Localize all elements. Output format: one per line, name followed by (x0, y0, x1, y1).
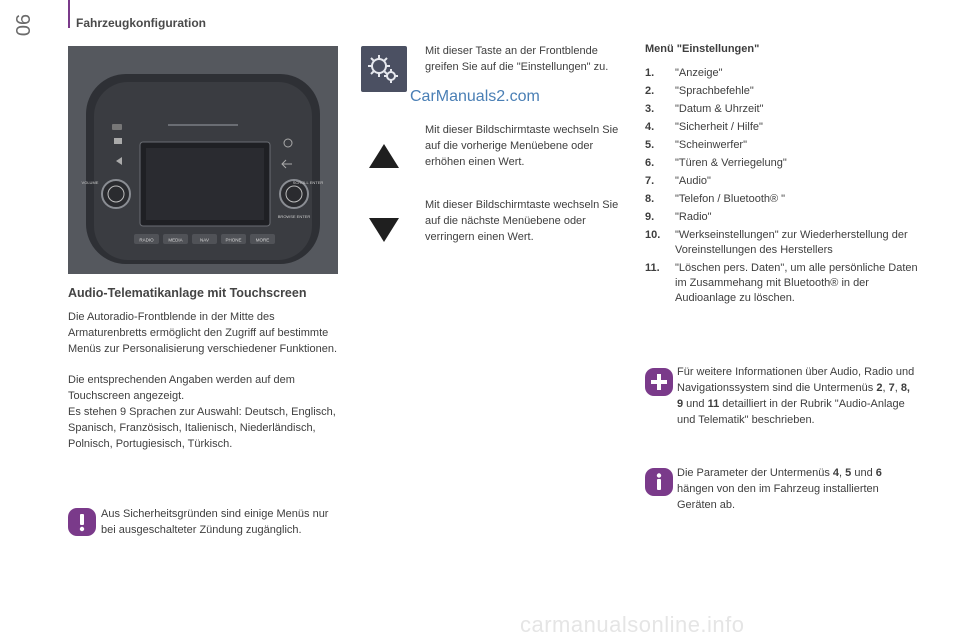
intro-title: Audio-Telematikanlage mit Touchscreen (68, 286, 307, 300)
intro-paragraph-1: Die Autoradio-Frontblende in der Mitte des Armaturenbretts ermöglicht den Zugriff auf bestimmte Menüs zur Personalisierung verschiedener Funktionen. (68, 311, 338, 355)
page-number: 90 (11, 13, 33, 37)
menu-title: Menü "Einstellungen" (645, 43, 760, 55)
menu-item-label: "Anzeige" (675, 67, 723, 79)
settings-gear-icon (361, 46, 407, 92)
more-info-note: Für weitere Informationen über Audio, Radio und Navigationssystem sind die Untermenüs 2, 7, 8, 9 und 11 detailliert in der Rubrik "Audio-Anlage und Telematik" beschrieben. (677, 366, 915, 426)
footer-watermark: carmanualsonline.info (520, 612, 745, 637)
menu-item-label: "Datum & Uhrzeit" (675, 103, 764, 115)
menu-item-label: "Sprachbefehle" (675, 85, 754, 97)
menu-item-number: 2. (645, 85, 655, 97)
panel-button-label: PHONE (225, 237, 242, 243)
menu-item-label: "Werkseinstellungen" zur Wiederherstellung der Voreinstellungen des Herstellers (675, 229, 908, 256)
menu-item-number: 1. (645, 67, 655, 79)
menu-item-number: 9. (645, 211, 655, 223)
menu-item (645, 210, 925, 225)
down-key-text: Mit dieser Bildschirmtaste wechseln Sie auf die nächste Menüebene oder verringern einen Wert. (425, 199, 619, 243)
menu-item-label: "Sicherheit / Hilfe" (675, 121, 763, 133)
menu-item-number: 7. (645, 175, 655, 187)
down-arrow-icon (369, 218, 399, 242)
menu-item-number: 6. (645, 157, 655, 169)
menu-item (645, 174, 925, 189)
menu-item (645, 156, 925, 171)
info-icon (645, 468, 673, 496)
intro-paragraph-3: Es stehen 9 Sprachen zur Auswahl: Deutsch, Englisch, Spanisch, Französisch, Italienisch, Niederländisch, Polnisch, Portugiesisch, Türkisch. (68, 406, 336, 450)
up-arrow-icon (369, 144, 399, 168)
menu-item (645, 192, 925, 207)
panel-button-label: MEDIA (168, 237, 183, 243)
menu-item (645, 66, 925, 81)
menu-item-label: "Löschen pers. Daten", um alle persönliche Daten im Zusammehang mit Bluetooth® in der Audioanlage zu löschen. (675, 262, 918, 304)
menu-item-number: 11. (645, 262, 660, 274)
section-accent-bar (68, 0, 70, 28)
menu-item-label: "Scheinwerfer" (675, 139, 748, 151)
menu-item (645, 228, 925, 258)
plus-info-icon (645, 368, 673, 396)
menu-item-label: "Audio" (675, 175, 711, 187)
up-key-text: Mit dieser Bildschirmtaste wechseln Sie auf die vorherige Menüebene oder erhöhen einen Wert. (425, 124, 619, 168)
panel-button-label: RADIO (139, 237, 154, 243)
section-title: Fahrzeugkonfiguration (76, 16, 206, 30)
intro-paragraph-2: Die entsprechenden Angaben werden auf dem Touchscreen angezeigt. (68, 374, 295, 402)
menu-item (645, 261, 925, 306)
radio-panel-drawing (68, 46, 338, 274)
menu-item-label: "Türen & Verriegelung" (675, 157, 787, 169)
menu-item-label: "Telefon / Bluetooth® " (675, 193, 786, 205)
watermark-carmanuals: CarManuals2.com (410, 88, 540, 105)
panel-knob-label: VOLUME (81, 180, 99, 185)
radio-panel-illustration (68, 46, 338, 274)
menu-item-label: "Radio" (675, 211, 712, 223)
menu-item-number: 4. (645, 121, 655, 133)
settings-key-text: Mit dieser Taste an der Frontblende greifen Sie auf die "Einstellungen" zu. (425, 45, 609, 73)
menu-item (645, 138, 925, 153)
warning-icon (68, 508, 96, 536)
menu-item-number: 10. (645, 229, 661, 241)
menu-item-number: 3. (645, 103, 655, 115)
menu-item (645, 102, 925, 117)
panel-knob-label: SCROLL ENTER (292, 180, 324, 185)
menu-item-number: 8. (645, 193, 655, 205)
panel-button-label: NAV (200, 237, 209, 243)
menu-item-number: 5. (645, 139, 655, 151)
info-note: Die Parameter der Untermenüs 4, 5 und 6 hängen von den im Fahrzeug installierten Geräten ab. (677, 467, 882, 511)
panel-knob-label: BROWSE ENTER (277, 214, 311, 219)
menu-item (645, 84, 925, 99)
panel-button-label: MORE (255, 237, 270, 243)
settings-menu-list (645, 66, 925, 309)
warning-text: Aus Sicherheitsgründen sind einige Menüs nur bei ausgeschalteter Zündung zugänglich. (101, 508, 329, 536)
menu-item (645, 120, 925, 135)
